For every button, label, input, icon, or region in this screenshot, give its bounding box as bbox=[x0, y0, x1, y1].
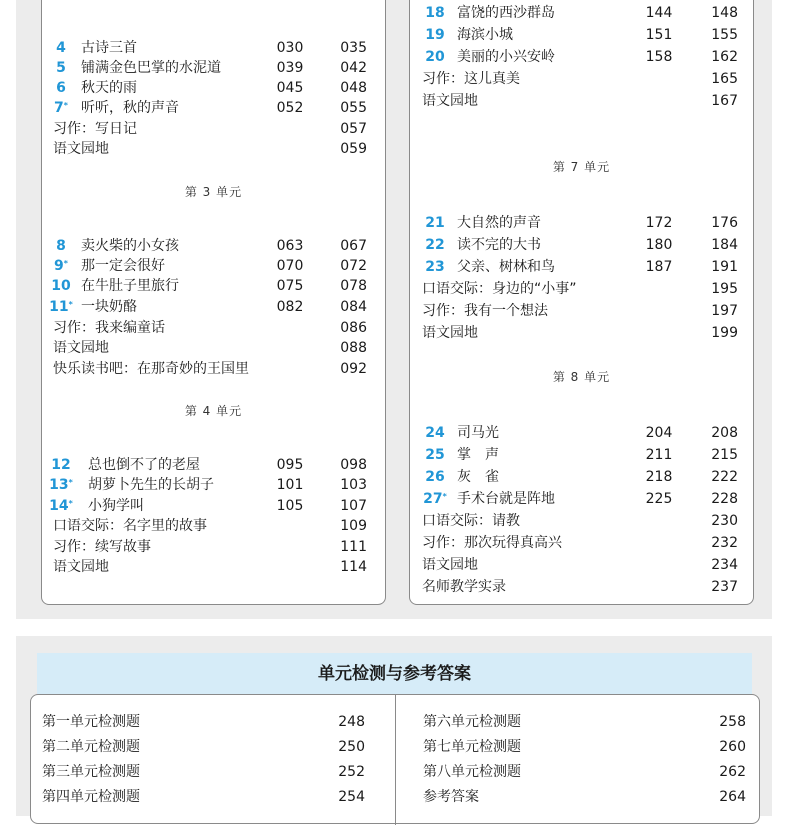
page-start: 095 bbox=[276, 457, 304, 473]
answer-title: 第六单元检测题 bbox=[423, 714, 521, 730]
page-start: 158 bbox=[645, 49, 673, 65]
page-number: 114 bbox=[340, 559, 367, 575]
column-divider bbox=[395, 695, 396, 825]
lesson-number: 10 bbox=[51, 278, 71, 294]
page-number: 230 bbox=[711, 513, 738, 529]
lesson-title: 铺满金色巴掌的水泥道 bbox=[81, 60, 221, 76]
section-title: 语文园地 bbox=[53, 559, 109, 575]
toc-entry[interactable] bbox=[410, 213, 753, 233]
page-number: 109 bbox=[340, 518, 367, 534]
page-end: 072 bbox=[340, 258, 367, 274]
toc-entry[interactable] bbox=[410, 91, 753, 111]
page-start: 045 bbox=[276, 80, 304, 96]
toc-entry[interactable] bbox=[410, 323, 753, 343]
toc-entry[interactable] bbox=[410, 257, 753, 277]
page-start: 030 bbox=[276, 40, 304, 56]
section-title: 口语交际：身边的“小事” bbox=[422, 281, 577, 297]
answer-entry[interactable] bbox=[423, 712, 748, 732]
section-title: 习作：续写故事 bbox=[53, 539, 151, 555]
toc-entry[interactable] bbox=[42, 496, 385, 516]
toc-entry[interactable] bbox=[410, 489, 753, 509]
toc-entry[interactable] bbox=[42, 318, 385, 338]
page-end: 055 bbox=[340, 100, 367, 116]
page-number: 199 bbox=[711, 325, 738, 341]
page-number: 167 bbox=[711, 93, 738, 109]
toc-entry[interactable] bbox=[42, 58, 385, 78]
lesson-title: 父亲、树林和鸟 bbox=[457, 259, 555, 275]
lesson-title: 手术台就是阵地 bbox=[457, 491, 555, 507]
page-start: 180 bbox=[645, 237, 673, 253]
page-number: 111 bbox=[340, 539, 367, 555]
page-start: 218 bbox=[645, 469, 673, 485]
page-end: 042 bbox=[340, 60, 367, 76]
section-title: 语文园地 bbox=[422, 93, 478, 109]
toc-entry[interactable] bbox=[42, 338, 385, 358]
lesson-number: 11* bbox=[49, 299, 73, 315]
page-number: 195 bbox=[711, 281, 738, 297]
toc-entry[interactable] bbox=[42, 78, 385, 98]
page-start: 063 bbox=[276, 238, 304, 254]
page-number: 197 bbox=[711, 303, 738, 319]
page-end: 228 bbox=[711, 491, 738, 507]
answer-title: 第三单元检测题 bbox=[42, 764, 140, 780]
lesson-number: 14* bbox=[49, 498, 73, 514]
answer-entry[interactable] bbox=[42, 737, 367, 757]
unit-heading: 第 3 单元 bbox=[184, 185, 243, 199]
answer-title: 参考答案 bbox=[423, 789, 479, 805]
lesson-number: 7* bbox=[54, 100, 68, 116]
toc-entry[interactable] bbox=[42, 297, 385, 317]
section-title: 习作：写日记 bbox=[53, 121, 137, 137]
toc-entry[interactable] bbox=[42, 236, 385, 256]
page-start: 144 bbox=[645, 5, 673, 21]
page-number: 234 bbox=[711, 557, 738, 573]
lesson-number: 27* bbox=[423, 491, 447, 507]
section-title: 语文园地 bbox=[53, 141, 109, 157]
section-title: 快乐读书吧：在那奇妙的王国里 bbox=[53, 361, 249, 377]
section-title: 习作：这儿真美 bbox=[422, 71, 520, 87]
toc-entry[interactable] bbox=[410, 511, 753, 531]
page-end: 208 bbox=[711, 425, 738, 441]
unit-heading: 第 7 单元 bbox=[552, 160, 611, 174]
lesson-number: 24 bbox=[425, 425, 445, 441]
answer-entry[interactable] bbox=[42, 762, 367, 782]
toc-entry[interactable] bbox=[42, 119, 385, 139]
answer-title: 第七单元检测题 bbox=[423, 739, 521, 755]
page-number: 088 bbox=[340, 340, 367, 356]
toc-entry[interactable] bbox=[410, 47, 753, 67]
page-number: 092 bbox=[340, 361, 367, 377]
lesson-title: 海滨小城 bbox=[457, 27, 513, 43]
answers-card bbox=[30, 694, 760, 824]
page-start: 039 bbox=[276, 60, 304, 76]
page-end: 148 bbox=[711, 5, 738, 21]
toc-entry[interactable] bbox=[410, 69, 753, 89]
page-number: 086 bbox=[340, 320, 367, 336]
page-number: 264 bbox=[719, 789, 746, 805]
lesson-number: 8 bbox=[56, 238, 66, 254]
toc-entry[interactable] bbox=[410, 301, 753, 321]
answer-entry[interactable] bbox=[42, 712, 367, 732]
section-title: 口语交际：请教 bbox=[422, 513, 520, 529]
page-start: 204 bbox=[645, 425, 673, 441]
lesson-title: 富饶的西沙群岛 bbox=[457, 5, 555, 21]
lesson-title: 读不完的大书 bbox=[457, 237, 541, 253]
toc-card-right bbox=[409, 0, 754, 605]
lesson-title: 卖火柴的小女孩 bbox=[81, 238, 179, 254]
page-end: 184 bbox=[711, 237, 738, 253]
toc-entry[interactable] bbox=[410, 3, 753, 23]
lesson-number: 26 bbox=[425, 469, 445, 485]
answer-entry[interactable] bbox=[423, 787, 748, 807]
toc-entry[interactable] bbox=[42, 455, 385, 475]
toc-entry[interactable] bbox=[410, 279, 753, 299]
page-end: 084 bbox=[340, 299, 367, 315]
section-title: 名师教学实录 bbox=[422, 579, 506, 595]
page-start: 070 bbox=[276, 258, 304, 274]
section-title: 语文园地 bbox=[422, 325, 478, 341]
toc-entry[interactable] bbox=[42, 139, 385, 159]
answer-entry[interactable] bbox=[42, 787, 367, 807]
lesson-title: 胡萝卜先生的长胡子 bbox=[88, 477, 214, 493]
lesson-title: 总也倒不了的老屋 bbox=[88, 457, 200, 473]
toc-entry[interactable] bbox=[42, 537, 385, 557]
toc-entry[interactable] bbox=[410, 235, 753, 255]
answers-heading: 单元检测与参考答案 bbox=[37, 653, 752, 695]
toc-entry[interactable] bbox=[42, 276, 385, 296]
section-title: 习作：我有一个想法 bbox=[422, 303, 548, 319]
page-end: 048 bbox=[340, 80, 367, 96]
toc-entry[interactable] bbox=[410, 467, 753, 487]
lesson-number: 6 bbox=[56, 80, 66, 96]
answer-entry[interactable] bbox=[423, 762, 748, 782]
page-start: 187 bbox=[645, 259, 673, 275]
section-title: 语文园地 bbox=[422, 557, 478, 573]
answer-title: 第二单元检测题 bbox=[42, 739, 140, 755]
lesson-title: 秋天的雨 bbox=[81, 80, 137, 96]
toc-entry[interactable] bbox=[42, 359, 385, 379]
page-start: 151 bbox=[645, 27, 673, 43]
lesson-number: 21 bbox=[425, 215, 445, 231]
page-number: 057 bbox=[340, 121, 367, 137]
page-end: 222 bbox=[711, 469, 738, 485]
toc-entry[interactable] bbox=[42, 557, 385, 577]
page-number: 232 bbox=[711, 535, 738, 551]
lesson-number: 18 bbox=[425, 5, 445, 21]
page-end: 162 bbox=[711, 49, 738, 65]
page-start: 211 bbox=[645, 447, 673, 463]
page-number: 254 bbox=[338, 789, 365, 805]
page-end: 035 bbox=[340, 40, 367, 56]
lesson-title: 美丽的小兴安岭 bbox=[457, 49, 555, 65]
lesson-title: 小狗学叫 bbox=[88, 498, 144, 514]
unit-heading: 第 4 单元 bbox=[184, 404, 243, 418]
page-end: 176 bbox=[711, 215, 738, 231]
page-end: 155 bbox=[711, 27, 738, 43]
lesson-title: 那一定会很好 bbox=[81, 258, 165, 274]
toc-entry[interactable] bbox=[410, 25, 753, 45]
page-start: 225 bbox=[645, 491, 673, 507]
page-start: 075 bbox=[276, 278, 304, 294]
lesson-title: 听听，秋的声音 bbox=[81, 100, 179, 116]
toc-entry[interactable] bbox=[410, 577, 753, 597]
page-start: 105 bbox=[276, 498, 304, 514]
lesson-number: 4 bbox=[56, 40, 66, 56]
unit-heading: 第 8 单元 bbox=[552, 370, 611, 384]
page-number: 237 bbox=[711, 579, 738, 595]
lesson-number: 19 bbox=[425, 27, 445, 43]
page-end: 078 bbox=[340, 278, 367, 294]
page-start: 172 bbox=[645, 215, 673, 231]
page-number: 260 bbox=[719, 739, 746, 755]
lesson-title: 灰 雀 bbox=[457, 469, 499, 485]
page-start: 101 bbox=[276, 477, 304, 493]
lesson-number: 5 bbox=[56, 60, 66, 76]
toc-entry[interactable] bbox=[42, 38, 385, 58]
lesson-title: 司马光 bbox=[457, 425, 499, 441]
page-number: 258 bbox=[719, 714, 746, 730]
page-end: 103 bbox=[340, 477, 367, 493]
toc-entry[interactable] bbox=[410, 533, 753, 553]
lesson-number: 9* bbox=[54, 258, 68, 274]
toc-entry[interactable] bbox=[42, 516, 385, 536]
lesson-number: 13* bbox=[49, 477, 73, 493]
lesson-number: 12 bbox=[51, 457, 71, 473]
toc-entry[interactable] bbox=[410, 445, 753, 465]
page-start: 082 bbox=[276, 299, 304, 315]
toc-entry[interactable] bbox=[42, 475, 385, 495]
lesson-number: 25 bbox=[425, 447, 445, 463]
page-number: 252 bbox=[338, 764, 365, 780]
toc-entry[interactable] bbox=[410, 423, 753, 443]
page-end: 215 bbox=[711, 447, 738, 463]
lesson-title: 掌 声 bbox=[457, 447, 499, 463]
lesson-title: 一块奶酪 bbox=[81, 299, 137, 315]
page-end: 107 bbox=[340, 498, 367, 514]
page-start: 052 bbox=[276, 100, 304, 116]
lesson-number: 20 bbox=[425, 49, 445, 65]
page-number: 262 bbox=[719, 764, 746, 780]
toc-entry[interactable] bbox=[410, 555, 753, 575]
toc-card-left bbox=[41, 0, 386, 605]
lesson-title: 在牛肚子里旅行 bbox=[81, 278, 179, 294]
page-number: 248 bbox=[338, 714, 365, 730]
section-title: 口语交际：名字里的故事 bbox=[53, 518, 207, 534]
section-title: 语文园地 bbox=[53, 340, 109, 356]
toc-entry[interactable] bbox=[42, 256, 385, 276]
lesson-title: 大自然的声音 bbox=[457, 215, 541, 231]
answer-entry[interactable] bbox=[423, 737, 748, 757]
page-number: 059 bbox=[340, 141, 367, 157]
page-end: 191 bbox=[711, 259, 738, 275]
page-number: 165 bbox=[711, 71, 738, 87]
answer-title: 第八单元检测题 bbox=[423, 764, 521, 780]
lesson-title: 古诗三首 bbox=[81, 40, 137, 56]
lesson-number: 23 bbox=[425, 259, 445, 275]
section-title: 习作：我来编童话 bbox=[53, 320, 165, 336]
page-end: 067 bbox=[340, 238, 367, 254]
page-number: 250 bbox=[338, 739, 365, 755]
page-end: 098 bbox=[340, 457, 367, 473]
lesson-number: 22 bbox=[425, 237, 445, 253]
answer-title: 第四单元检测题 bbox=[42, 789, 140, 805]
answer-title: 第一单元检测题 bbox=[42, 714, 140, 730]
toc-entry[interactable] bbox=[42, 98, 385, 118]
section-title: 习作：那次玩得真高兴 bbox=[422, 535, 562, 551]
